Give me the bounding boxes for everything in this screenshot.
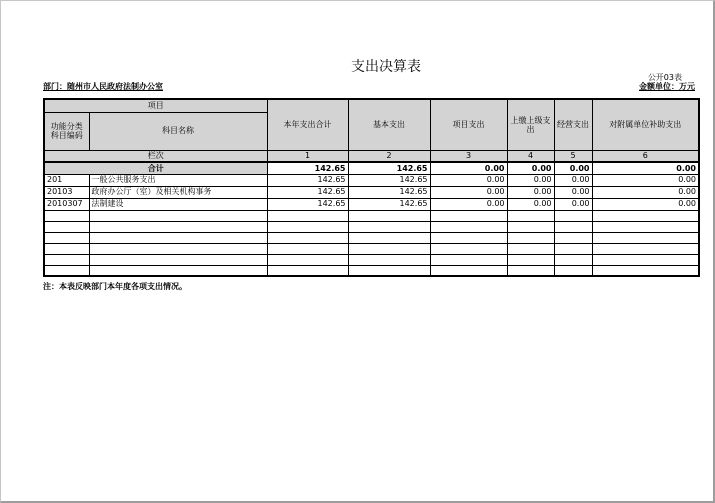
row-name: 政府办公厅（室）及相关机构事务 [89,186,267,198]
row-value: 142.65 [267,186,348,198]
row-value: 0.00 [554,174,592,186]
column-number-row [44,150,699,162]
empty-row [44,232,699,243]
total-value: 0.00 [554,162,592,174]
header-upturned-expenditure: 上缴上级支出 [507,99,554,150]
table-row [44,174,699,186]
column-number: 4 [507,150,554,162]
row-name: 一般公共服务支出 [89,174,267,186]
row-value: 142.65 [348,198,430,210]
row-value: 0.00 [507,186,554,198]
header-project-expenditure: 项目支出 [430,99,507,150]
table-row [44,198,699,210]
unit-label: 金额单位：万元 [639,82,695,91]
empty-row [44,265,699,276]
row-value: 0.00 [507,174,554,186]
row-value: 142.65 [348,186,430,198]
column-number: 6 [592,150,699,162]
row-code: 201 [44,174,89,186]
row-value: 0.00 [430,198,507,210]
column-number: 2 [348,150,430,162]
row-value: 142.65 [267,174,348,186]
row-value: 0.00 [554,186,592,198]
row-value: 0.00 [430,186,507,198]
row-name: 法制建设 [89,198,267,210]
row-code: 2010307 [44,198,89,210]
empty-row [44,221,699,232]
header-total-expenditure: 本年支出合计 [267,99,348,150]
header-subsidy-expenditure: 对附属单位补助支出 [592,99,699,150]
header-operating-expenditure: 经营支出 [554,99,592,150]
expenditure-table [43,98,700,277]
total-value: 142.65 [267,162,348,174]
row-value: 0.00 [554,198,592,210]
department-label: 部门：随州市人民政府法制办公室 [43,82,163,91]
row-value: 0.00 [592,186,699,198]
total-value: 0.00 [507,162,554,174]
row-value: 142.65 [348,174,430,186]
total-label: 合计 [44,162,267,174]
column-number: 5 [554,150,592,162]
table-row [44,186,699,198]
header-project-group: 项目 [44,99,267,112]
row-code: 20103 [44,186,89,198]
header-subject-name: 科目名称 [89,112,267,150]
header-basic-expenditure: 基本支出 [348,99,430,150]
footnote: 注：本表反映部门本年度各项支出情况。 [43,282,187,291]
total-value: 0.00 [430,162,507,174]
header-function-code: 功能分类科目编码 [44,112,89,150]
total-row [44,162,699,174]
lanci-label: 栏次 [44,150,267,162]
table-code-label: 公开03表 [647,73,682,82]
empty-row [44,210,699,221]
row-value: 0.00 [430,174,507,186]
column-number: 3 [430,150,507,162]
row-value: 142.65 [267,198,348,210]
empty-row [44,243,699,254]
empty-row [44,254,699,265]
row-value: 0.00 [592,174,699,186]
total-value: 142.65 [348,162,430,174]
row-value: 0.00 [592,198,699,210]
page-title: 支出决算表 [351,59,421,75]
total-value: 0.00 [592,162,699,174]
row-value: 0.00 [507,198,554,210]
header-row-group [44,99,699,112]
column-number: 1 [267,150,348,162]
